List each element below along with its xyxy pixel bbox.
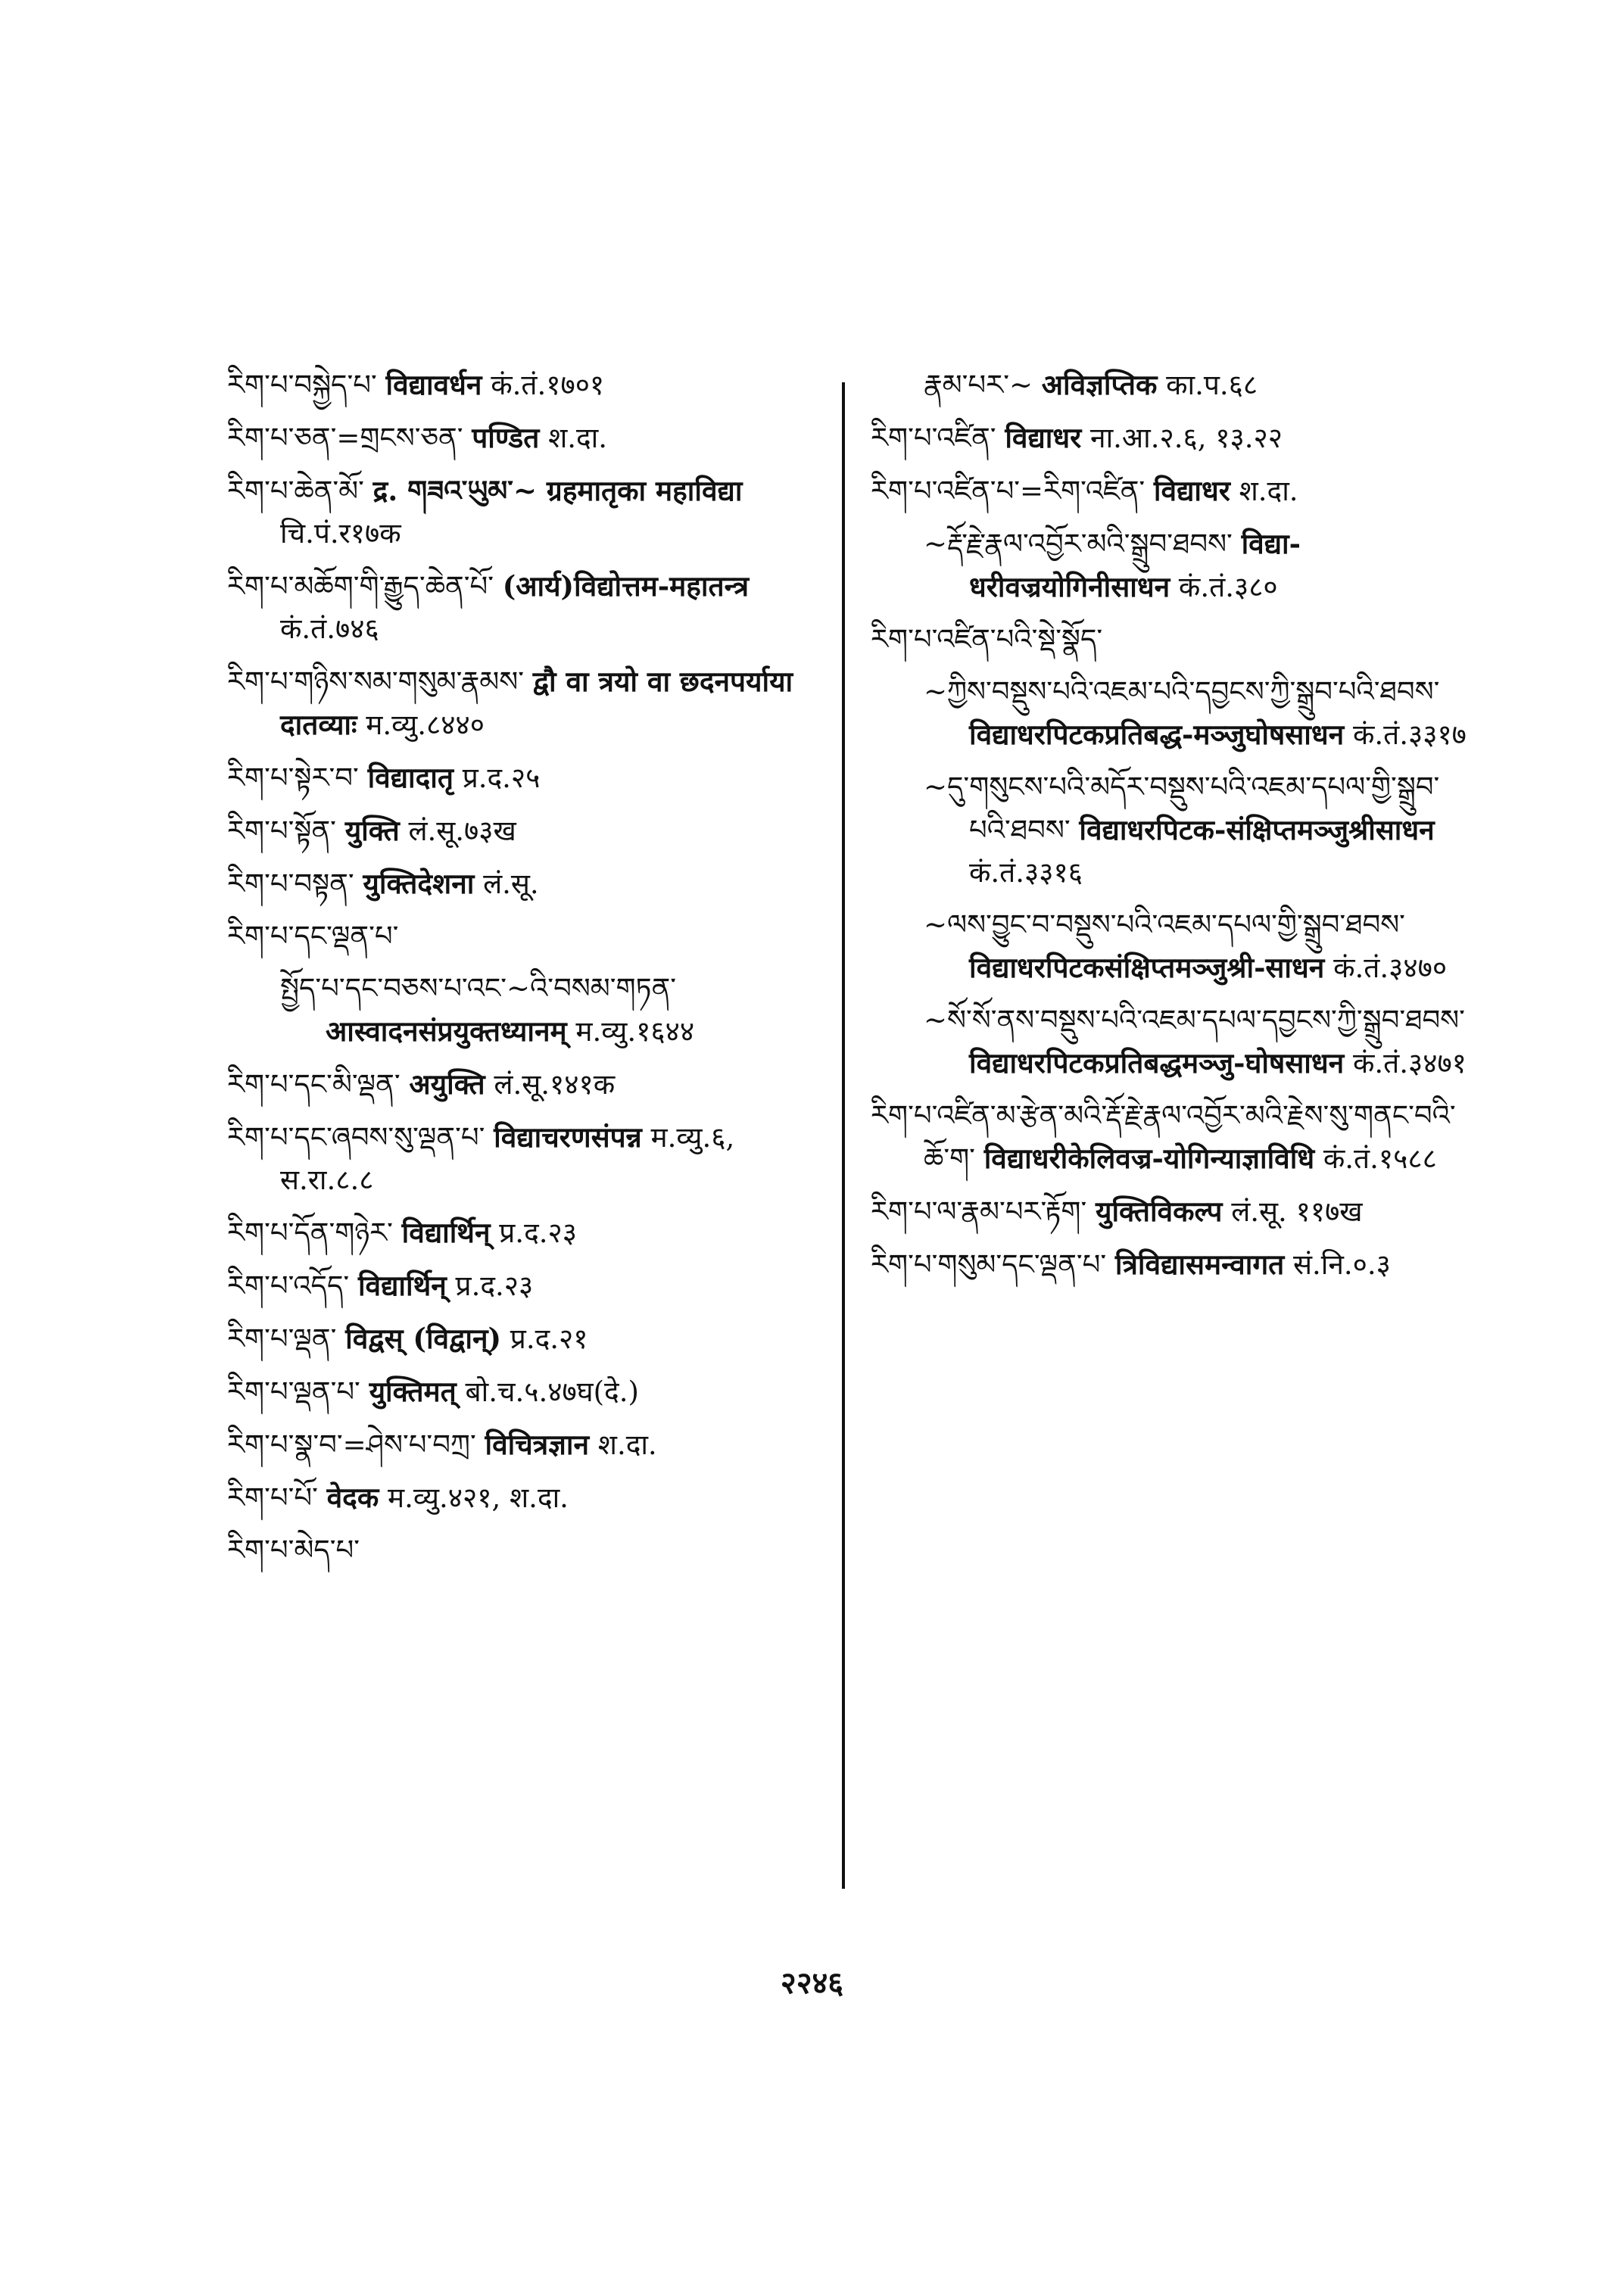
tibetan-headword: རིག་པ་དོན་གཉེར་ xyxy=(227,1217,393,1249)
dictionary-entry xyxy=(871,904,1469,989)
tibetan-headword: རིག་པ་གསུམ་དང་ལྡན་པ་ xyxy=(871,1248,1107,1281)
dictionary-entry xyxy=(227,1476,833,1519)
left-column xyxy=(227,363,833,1581)
source-reference: श.दा. xyxy=(548,422,607,454)
dictionary-entry xyxy=(871,1095,1469,1180)
dictionary-entry xyxy=(871,1243,1469,1286)
tibetan-headword: རིག་པ་སྣ་བ་=ཤེས་པ་བཀྲ་ xyxy=(227,1428,476,1461)
source-reference: म.व्यु.१६४४ xyxy=(575,1015,695,1048)
source-reference: प्र.द.२३ xyxy=(499,1217,577,1249)
sanskrit-equivalent: (आर्य)विद्योत्तम-महातन्त्र xyxy=(502,569,750,603)
dictionary-entry xyxy=(227,809,833,852)
dictionary-entry xyxy=(227,1063,833,1106)
sanskrit-equivalent: विद्वस् (विद्वान्) xyxy=(345,1322,501,1355)
source-reference: लं.सू.७३ख xyxy=(408,815,516,847)
dictionary-entry xyxy=(871,671,1469,756)
tibetan-headword: ~རྡོ་རྗེ་རྣལ་འབྱོར་མའི་སྒྲུབ་ཐབས་ xyxy=(924,528,1233,560)
dictionary-entry xyxy=(871,363,1469,407)
tibetan-headword: ~ཀྱིས་བསྡུས་པའི་འཇམ་པའི་དབྱངས་ཀྱི་སྒྲུབ་པའི་ཐབས་ xyxy=(924,675,1440,708)
sanskrit-equivalent: द्वौ वा त्रयो वा छदनपर्याया दातव्याः xyxy=(280,665,793,741)
dictionary-entry xyxy=(227,1423,833,1466)
dictionary-entry xyxy=(871,416,1469,460)
sanskrit-equivalent: विद्याधरपिटकसंक्षिप्तमञ्जुश्री-साधन xyxy=(969,951,1325,984)
dictionary-entry xyxy=(227,416,833,460)
dictionary-entry xyxy=(871,522,1469,609)
source-reference: चि.पं.र१७क xyxy=(280,517,401,550)
sanskrit-equivalent: विद्याचरणसंपन्न xyxy=(494,1120,642,1154)
sanskrit-equivalent: विद्याधरपिटकप्रतिबद्धमञ्जु-घोषसाधन xyxy=(969,1046,1345,1080)
dictionary-entry xyxy=(227,1264,833,1307)
sanskrit-equivalent: युक्तिविकल्प xyxy=(1096,1195,1223,1228)
tibetan-headword: རིག་པ་སྟོན་ xyxy=(227,815,336,847)
page-number: २२४६ xyxy=(780,1965,844,2001)
tibetan-headword: རིག་པ་འཛིན་པ་=རིག་འཛིན་ xyxy=(871,475,1146,507)
sanskrit-equivalent: अविज्ञप्तिक xyxy=(1041,368,1158,401)
tibetan-headword: རིག་པ་བསྟན་ xyxy=(227,868,354,900)
dictionary-entry xyxy=(227,756,833,799)
dictionary-entry xyxy=(871,618,1469,661)
column-divider xyxy=(842,382,845,1889)
dictionary-entry xyxy=(227,915,833,958)
source-reference: श.दा. xyxy=(1239,475,1298,507)
dictionary-entry xyxy=(227,469,833,555)
sanskrit-equivalent: युक्ति xyxy=(344,814,400,847)
tibetan-headword: ~དུ་གསུངས་པའི་མདོར་བསྡུས་པའི་འཇམ་དཔལ་གྱི་སྒྲུབ་པའི་ཐབས་ xyxy=(924,771,1440,846)
tibetan-headword: རིག་པ་སྟེར་བ་ xyxy=(227,762,359,794)
source-reference: प्र.द.२५ xyxy=(462,762,541,794)
dictionary-entry xyxy=(227,1317,833,1360)
tibetan-headword: རིག་པ་ལྡན་ xyxy=(227,1323,337,1355)
source-reference: सं.नि.०.३ xyxy=(1293,1248,1391,1281)
source-reference: कं.तं.३३१६ xyxy=(969,856,1083,889)
dictionary-entry xyxy=(227,660,833,746)
dictionary-entry xyxy=(227,967,833,1053)
sanskrit-equivalent: विद्याधरपिटकप्रतिबद्ध-मञ्जुघोषसाधन xyxy=(969,718,1345,751)
source-reference: का.प.६८ xyxy=(1166,369,1258,401)
sanskrit-equivalent: वेदक xyxy=(326,1481,379,1514)
source-reference: म.व्यु.६, स.रा.८.८ xyxy=(280,1121,735,1196)
tibetan-headword: རྣམ་པར་~ xyxy=(924,369,1033,401)
tibetan-headword: རིག་པ་འདོད་ xyxy=(227,1270,350,1302)
source-reference: कं.तं.३३१७ xyxy=(1352,718,1467,751)
sanskrit-equivalent: विद्याधरीकेलिवज्र-योगिन्याज्ञाविधि xyxy=(983,1142,1315,1175)
tibetan-headword: རིག་པ་དང་མི་ལྡན་ xyxy=(227,1068,401,1101)
source-reference: कं.तं.३४७१ xyxy=(1352,1047,1467,1080)
tibetan-headword: ~སོ་སོ་ནས་བསྡུས་པའི་འཇམ་དཔལ་དབྱངས་ཀྱི་སྒྲུབ་ཐབས་ xyxy=(924,1004,1465,1036)
sanskrit-equivalent: त्रिविद्यासमन्वागत xyxy=(1114,1248,1285,1281)
tibetan-headword: རིག་པ་ལ་རྣམ་པར་རྟོག་ xyxy=(871,1195,1087,1228)
sanskrit-equivalent: युक्तिमत् xyxy=(369,1375,457,1408)
sanskrit-equivalent: विद्यार्थिन् xyxy=(401,1216,491,1249)
tibetan-headword: རིག་པ་དང་ཞབས་སུ་ལྡན་པ་ xyxy=(227,1121,485,1154)
dictionary-entry xyxy=(871,766,1469,894)
source-reference: प्र.द.२१ xyxy=(510,1323,588,1355)
tibetan-headword: རིག་པ་འཛིན་པའི་སྡེ་སྣོད་ xyxy=(871,623,1103,656)
tibetan-headword: རིག་པ་བསྐྱེད་པ་ xyxy=(227,369,377,401)
source-reference: कं.तं.१७०१ xyxy=(491,369,605,401)
tibetan-headword: རིག་པ་ཅན་=གྲངས་ཅན་ xyxy=(227,422,463,454)
source-reference: म.व्यु.४२१, श.दा. xyxy=(388,1481,569,1514)
dictionary-entry xyxy=(871,1190,1469,1233)
source-reference: कं.तं.१५८८ xyxy=(1323,1142,1437,1175)
sanskrit-equivalent: आस्वादनसंप्रयुक्तध्यानम् xyxy=(326,1014,567,1048)
source-reference: लं.सू. ११७ख xyxy=(1231,1195,1363,1228)
sanskrit-equivalent: विद्याधरपिटक-संक्षिप्तमञ्जुश्रीसाधन xyxy=(1079,813,1435,846)
dictionary-entry xyxy=(227,1370,833,1413)
tibetan-headword: རིག་པ་གཉིས་སམ་གསུམ་རྣམས་ xyxy=(227,665,524,698)
tibetan-headword: སྤྱོད་པ་དང་བཅས་པ་འང་~འི་བསམ་གཏན་ xyxy=(280,972,677,1005)
sanskrit-equivalent: विद्यादातृ xyxy=(367,761,454,794)
dictionary-entry xyxy=(227,1211,833,1254)
sanskrit-equivalent: पण्डित xyxy=(472,421,540,454)
sanskrit-equivalent: विद्यावर्धन xyxy=(385,368,482,401)
tibetan-headword: རིག་པ་པོ་ xyxy=(227,1481,318,1514)
tibetan-headword: ~ལས་བྱུང་བ་བསྡུས་པའི་འཇམ་དཔལ་གྱི་སྒྲུབ་ཐབས་ xyxy=(924,908,1405,941)
source-reference: म.व्यु.८४४० xyxy=(366,709,485,741)
tibetan-headword: རིག་པ་མེད་པ་ xyxy=(227,1534,360,1566)
sanskrit-equivalent: युक्तिदेशना xyxy=(363,867,475,900)
dictionary-entry xyxy=(227,1529,833,1572)
source-reference: ना.आ.२.६, १३.२२ xyxy=(1090,422,1283,454)
source-reference: कं.तं.७४६ xyxy=(280,612,379,645)
source-reference: बो.च.५.४७घ(दे.) xyxy=(465,1375,639,1408)
sanskrit-equivalent: अयुक्ति xyxy=(409,1067,485,1101)
tibetan-headword: རིག་པ་དང་ལྡན་པ་ xyxy=(227,920,399,952)
sanskrit-equivalent: विद्याधर xyxy=(1153,474,1230,507)
tibetan-headword: རིག་པ་འཛིན་མ་རྩེན་མའི་རྡོ་རྗེ་རྣལ་འབྱོར་མའི་རྗེས་སུ་གནང་བའི་ཆོ་ག་ xyxy=(871,1099,1456,1175)
sanskrit-equivalent: विद्या-धरीवज्रयोगिनीसाधन xyxy=(969,527,1301,603)
source-reference: कं.तं.३८० xyxy=(1178,571,1278,603)
tibetan-headword: རིག་པ་ལྡན་པ་ xyxy=(227,1375,360,1408)
source-reference: लं.सू.१४१क xyxy=(494,1068,616,1101)
tibetan-headword: རིག་པ་ཆེན་མོ་ xyxy=(227,475,364,507)
right-column xyxy=(871,363,1469,1296)
source-reference: प्र.द.२३ xyxy=(455,1270,534,1302)
sanskrit-equivalent: द्र. གཟའ་ཡུམ་~ ग्रहमातृका महाविद्या xyxy=(372,474,743,507)
sanskrit-equivalent: विचित्रज्ञान xyxy=(485,1428,590,1461)
dictionary-entry xyxy=(871,469,1469,512)
dictionary-entry xyxy=(227,363,833,407)
source-reference: लं.सू. xyxy=(483,868,539,900)
tibetan-headword: རིག་པ་འཛིན་ xyxy=(871,422,996,454)
dictionary-entry xyxy=(227,565,833,650)
sanskrit-equivalent: विद्यार्थिन् xyxy=(357,1269,447,1302)
dictionary-entry xyxy=(871,999,1469,1085)
dictionary-entry xyxy=(227,862,833,905)
dictionary-entry xyxy=(227,1116,833,1201)
source-reference: श.दा. xyxy=(597,1428,657,1461)
sanskrit-equivalent: विद्याधर xyxy=(1005,421,1082,454)
source-reference: कं.तं.३४७० xyxy=(1333,952,1448,984)
tibetan-headword: རིག་པ་མཆོག་གི་རྒྱུད་ཆེན་པོ་ xyxy=(227,570,494,603)
